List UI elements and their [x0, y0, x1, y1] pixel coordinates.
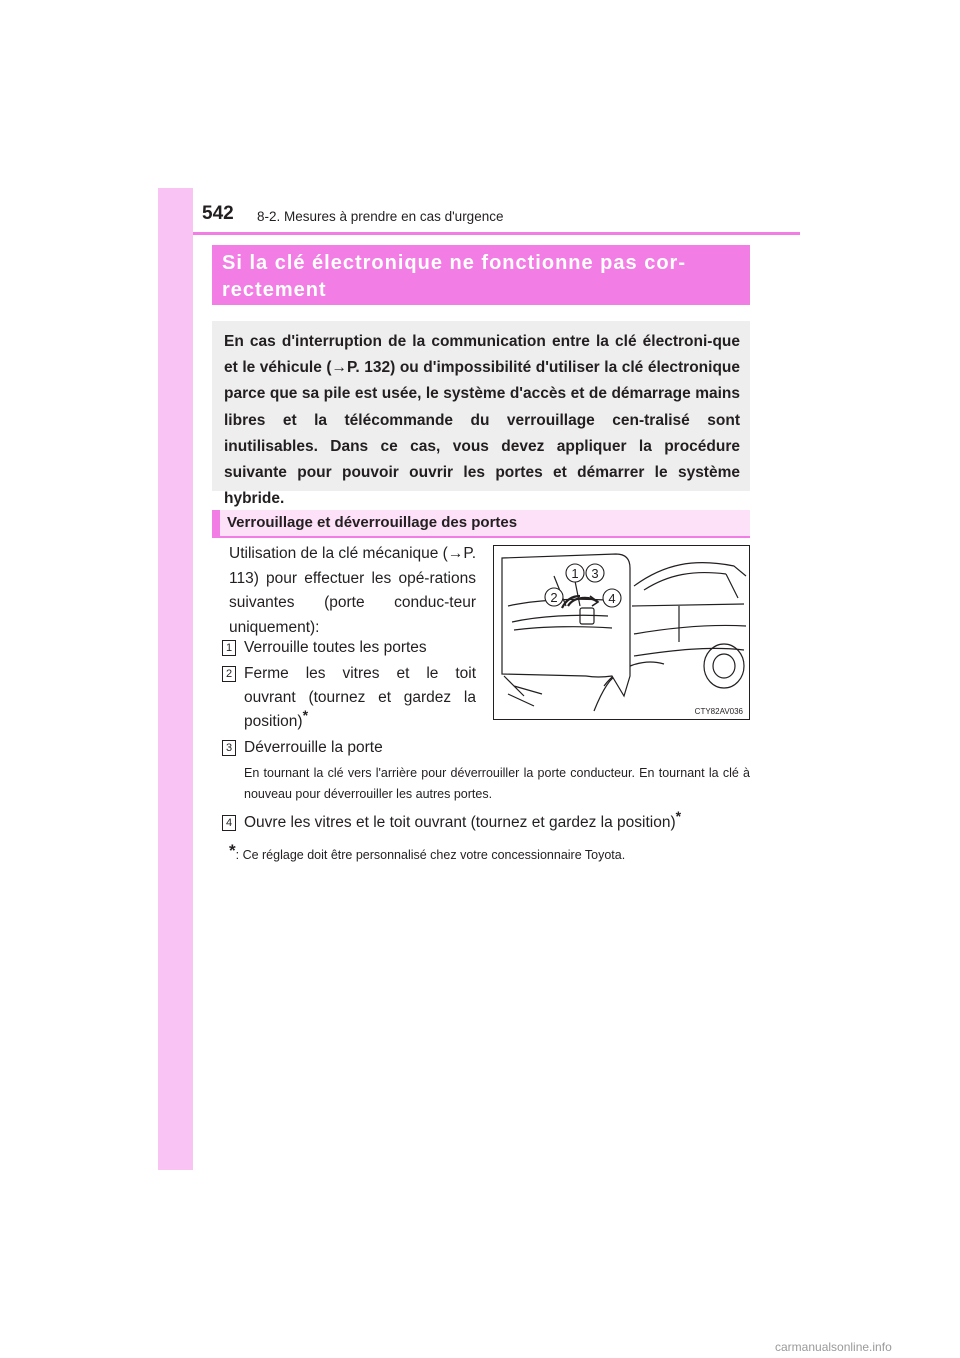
- footnote-marker: *: [302, 706, 309, 723]
- callout-3: 3: [591, 566, 599, 581]
- watermark[interactable]: carmanualsonline.info: [775, 1340, 892, 1354]
- intro-box: [212, 321, 750, 508]
- usage-paragraph: Utilisation de la clé mécanique (→P. 113) pour effectuer les opé-rations suivantes (porte conduc-teur uniquement):: [229, 545, 476, 636]
- section-title: [212, 245, 750, 305]
- section-title-line1: Si la clé électronique ne fonctionne pas cor-: [222, 252, 686, 274]
- callout-2: 2: [550, 590, 558, 605]
- step-2-line2: ouvrant (tournez et gardez la: [244, 689, 476, 706]
- figure-code: CTY82AV036: [694, 707, 743, 716]
- step-number-2: 2: [222, 666, 236, 682]
- step-text-3: Déverrouille la porte: [244, 739, 383, 756]
- header-rule: [193, 232, 800, 235]
- callout-1: 1: [571, 566, 579, 581]
- side-tab-band: [158, 188, 193, 1170]
- callout-4: 4: [608, 591, 616, 606]
- step-text-2: [244, 662, 476, 734]
- step-number-1: 1: [222, 640, 236, 656]
- step-2-line3-text: position): [244, 713, 303, 730]
- step-4-text: Ouvre les vitres et le toit ouvrant (tournez et gardez la position): [244, 814, 676, 831]
- page-number: 542: [202, 203, 234, 224]
- footnote-text: : Ce réglage doit être personnalisé chez votre concessionnaire Toyota.: [235, 848, 626, 862]
- step-number-3: 3: [222, 740, 236, 756]
- step-3-note: En tournant la clé vers l'arrière pour déverrouiller la porte conducteur. En tournant la clé à nouveau pour déverrouiller les autres portes.: [244, 766, 750, 801]
- footnote-marker: *: [675, 807, 682, 824]
- section-title-line2: rectement: [222, 279, 327, 301]
- step-text-4: [244, 807, 682, 835]
- key-door-illustration: [493, 545, 750, 720]
- subsection-title: [212, 510, 750, 538]
- subsection-title-text: Verrouillage et déverrouillage des portes: [227, 514, 518, 531]
- step-text-1: Verrouille toutes les portes: [244, 639, 427, 656]
- step-number-4: 4: [222, 815, 236, 831]
- car-door-drawing: [494, 546, 749, 719]
- step-2-line3: [244, 706, 476, 734]
- chapter-title: 8-2. Mesures à prendre en cas d'urgence: [257, 209, 504, 224]
- footnote-asterisk: *: [229, 841, 236, 860]
- footnote: [229, 841, 625, 862]
- intro-text: En cas d'interruption de la communication entre la clé électroni-que et le véhicule (→P. 132) ou d'impossibilité d'utiliser la clé électronique parce que sa pile est usée, le système d'accès et de démarrage mains libres et la télécommande du verrouillage cen-tralisé sont inutilisables. Dans ce cas, vous devez appliquer la procédure suivante pour pouvoir ouvrir les portes et démarrer le système hybride.: [224, 333, 740, 508]
- step-2-line1: Ferme les vitres et le toit: [244, 665, 476, 682]
